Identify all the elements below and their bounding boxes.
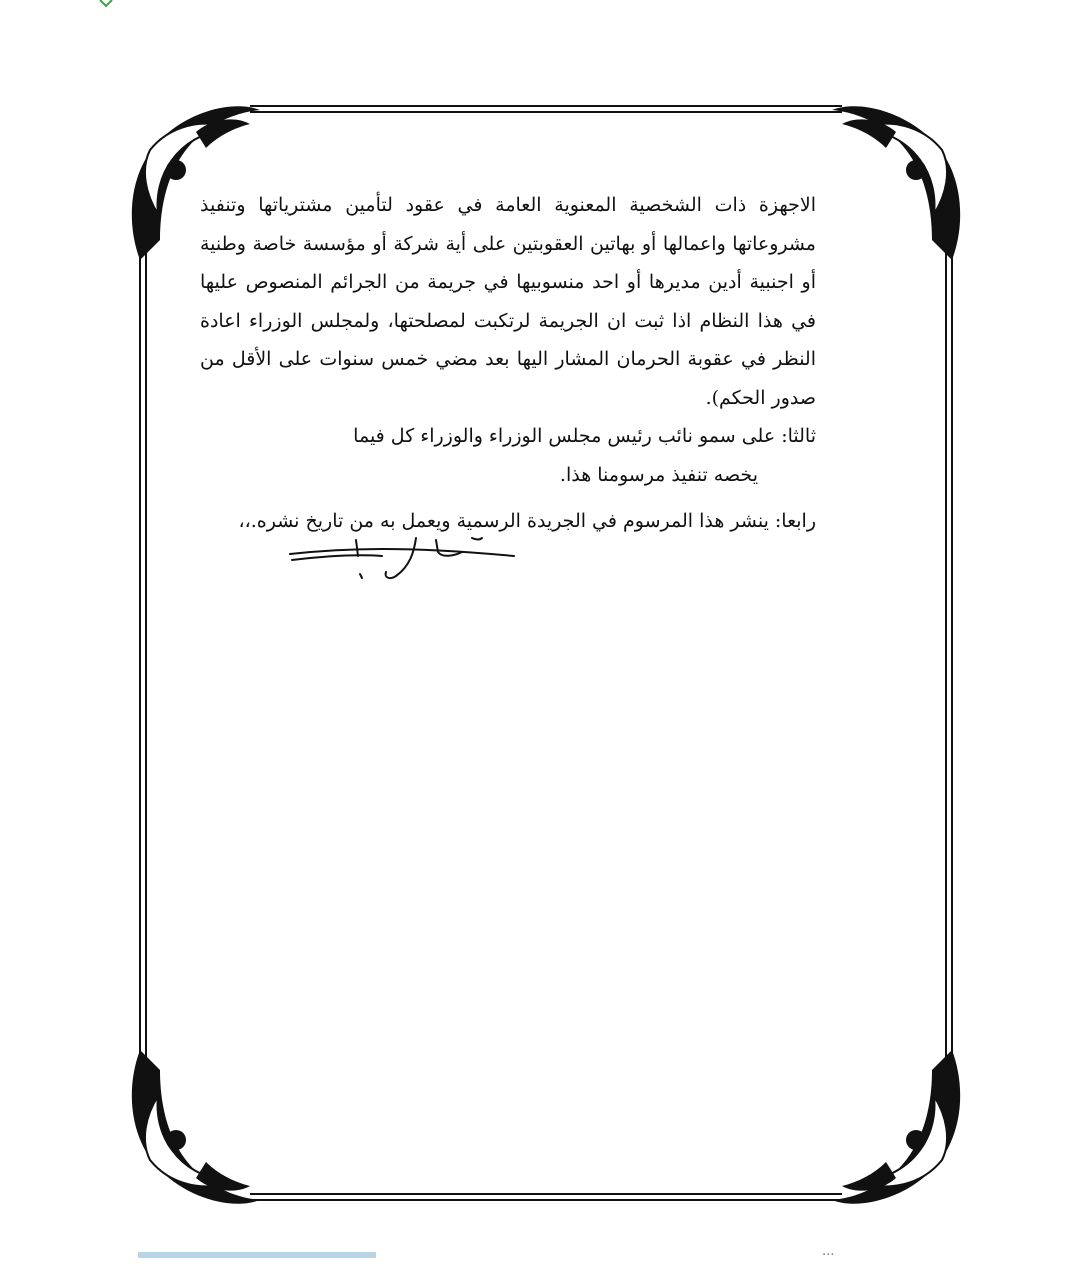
clause-three-line2: يخصه تنفيذ مرسومنا هذا. [559, 463, 758, 486]
corner-ornament-bottom-right [832, 1050, 960, 1204]
paragraph-continuation: الاجهزة ذات الشخصية المعنوية العامة في عقود لتأمين مشترياتها وتنفيذ مشروعاتها واعمالها أو بهاتين العقوبتين على أية شركة أو مؤسسة خاصة وطنية أو اجنبية أدين مديرها أو احد منسوبيها في جريمة من الجرائم المنصوص عليها في هذا النظام اذا ثبت ان الجريمة لرتكبت لمصلحتها، ولمجلس الوزراء اعادة النظر في عقوبة الحرمان المشار اليها بعد مضي خمس سنوات على الأقل من صدور الحكم). [200, 194, 816, 409]
decree-text [200, 186, 816, 541]
clause-three-line1: ثالثا: على سمو نائب رئيس مجلس الوزراء والوزراء كل فيما [353, 425, 816, 447]
clause-three [200, 417, 816, 494]
page-mark: ... [822, 1244, 835, 1259]
corner-ornament-bottom-left [132, 1050, 260, 1204]
scan-corner-mark [96, 0, 116, 10]
footer-bar [138, 1252, 376, 1258]
corner-ornament-top-right [832, 106, 960, 260]
clause-four: رابعا: ينشر هذا المرسوم في الجريدة الرسمية ويعمل به من تاريخ نشره.،، [238, 510, 816, 532]
signature [286, 532, 526, 588]
